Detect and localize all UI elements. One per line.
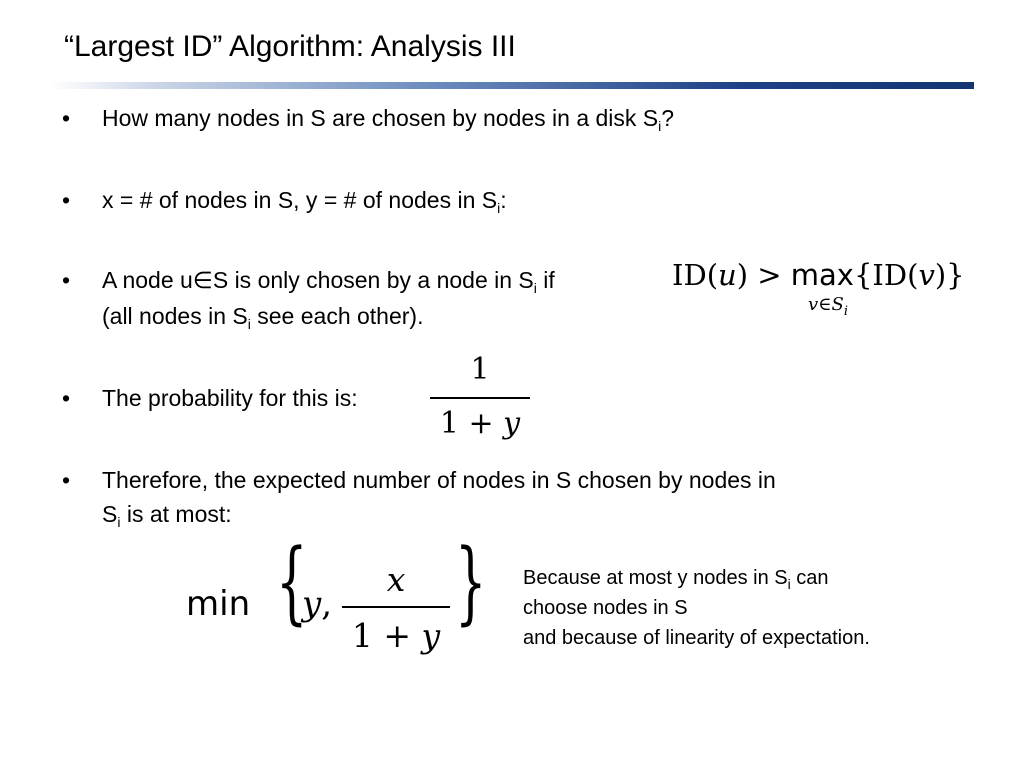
bullet-text: $S_i$ is at most:	[102, 501, 232, 530]
bullet-text: A node u∈S is only chosen by a node in $S_i$ if	[102, 267, 555, 296]
bullet-marker: •	[62, 187, 71, 213]
bullet-marker: •	[62, 385, 71, 411]
bullet-marker: •	[62, 467, 71, 493]
bullet-text: (all nodes in $S_i$ see each other).	[102, 303, 424, 332]
fraction-numerator: 1	[470, 352, 490, 387]
bullet-marker: •	[62, 267, 71, 293]
fraction-numerator: x	[386, 560, 406, 599]
note-line: choose nodes in S	[523, 597, 688, 619]
note-line: Because at most y nodes in $S_i$ can	[523, 567, 829, 592]
formula-expectation-fraction	[342, 560, 450, 660]
fraction-bar	[342, 606, 450, 608]
fraction-bar	[430, 397, 530, 399]
bullet-text: Therefore, the expected number of nodes in S chosen by nodes in	[102, 467, 776, 493]
bullet-text: The probability for this is:	[102, 385, 358, 411]
explanation-note	[523, 563, 870, 653]
title-divider	[50, 82, 974, 89]
formula-probability-fraction	[430, 352, 530, 448]
bullet-marker: •	[62, 105, 71, 131]
fraction-denominator: 1 + y	[351, 616, 441, 655]
max-operator: max	[790, 258, 854, 292]
right-brace: }	[455, 530, 487, 635]
bullet-text: How many nodes in S are chosen by nodes in a disk $S_i$?	[102, 105, 675, 134]
formula-id-condition: ID(u) > max{ID(v)}	[672, 258, 965, 292]
min-operator: min	[186, 584, 251, 624]
note-line: and because of linearity of expectation.	[523, 627, 870, 649]
max-subscript: $v\in S_i$	[808, 294, 849, 319]
left-brace: {	[276, 530, 308, 635]
min-first-arg: y,	[302, 584, 333, 624]
bullet-text: x = # of nodes in S, y = # of nodes in $S_i$:	[102, 187, 507, 216]
fraction-denominator: 1 + y	[439, 406, 521, 441]
slide-title: “Largest ID” Algorithm: Analysis III	[64, 30, 516, 63]
